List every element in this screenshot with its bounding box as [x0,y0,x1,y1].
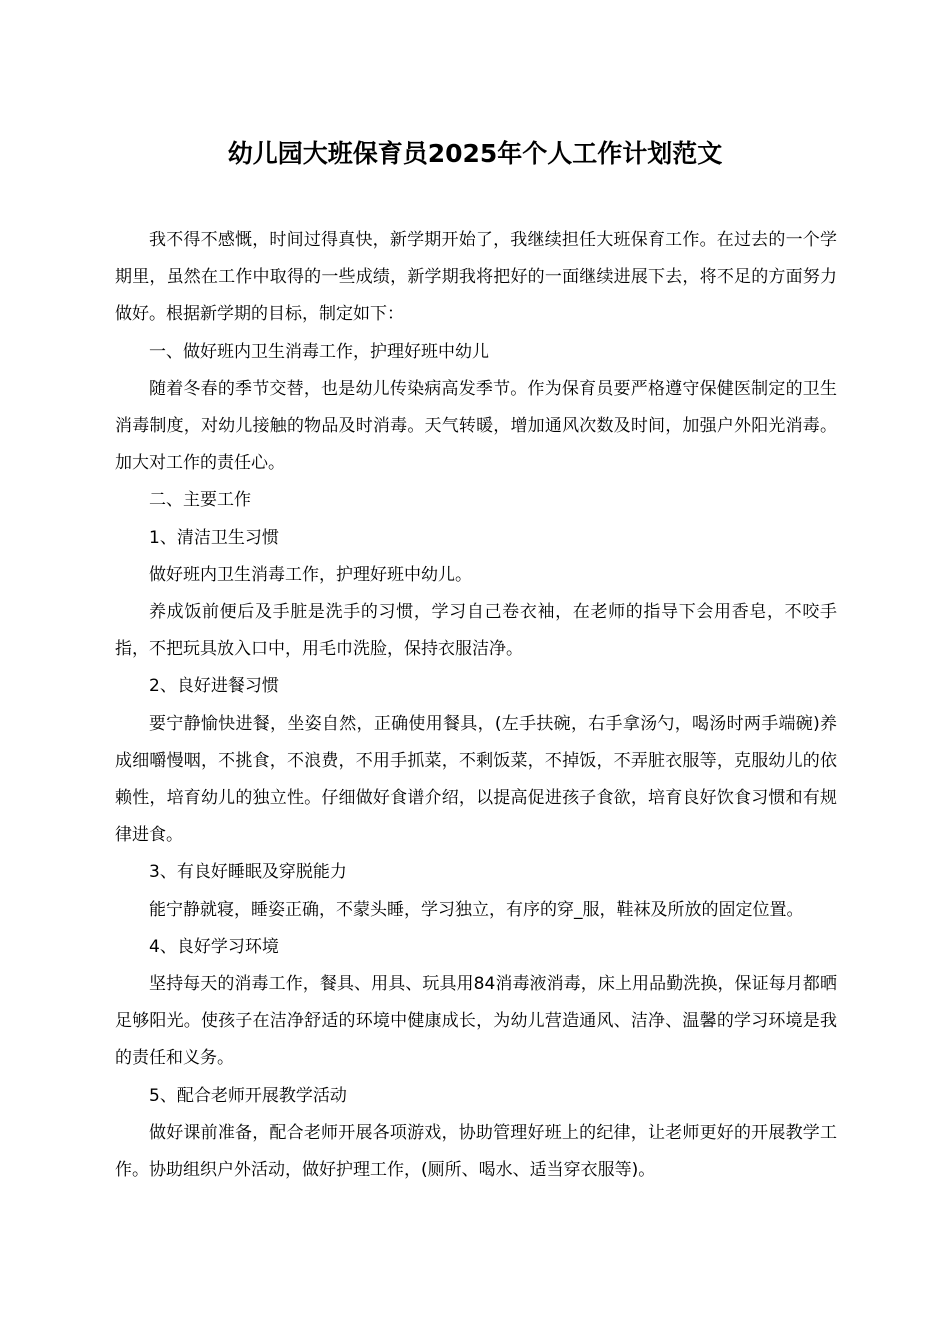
paragraph-class-hygiene: 做好班内卫生消毒工作，护理好班中幼儿。 [149,564,472,585]
document-body [115,222,837,1189]
paragraph-handwashing: 养成饭前便后及手脏是洗手的习惯，学习自己卷衣袖，在老师的指导下会用香皂，不咬手指，不把玩具放入口中，用毛巾洗脸，保持衣服洁净。 [115,602,837,660]
document-title: 幼儿园大班保育员2025年个人工作计划范文 [227,139,723,168]
paragraph-sleep: 能宁静就寝，睡姿正确，不蒙头睡，学习独立，有序的穿_服，鞋袜及所放的固定位置。 [149,899,804,920]
subheading-teaching-support: 5、配合老师开展教学活动 [149,1085,347,1106]
paragraph-teaching: 做好课前准备，配合老师开展各项游戏，协助管理好班上的纪律，让老师更好的开展教学工作。协助组织户外活动，做好护理工作，(厕所、喝水、适当穿衣服等)。 [115,1122,837,1181]
paragraph-eating: 要宁静愉快进餐，坐姿自然，正确使用餐具，(左手扶碗，右手拿汤勺，喝汤时两手端碗)养成细嚼慢咽，不挑食，不浪费，不用手抓菜，不剩饭菜，不掉饭，不弄脏衣服等，克服幼儿的依赖性，培育幼儿的独立性。仔细做好食谱介绍，以提高促进孩子食欲，培育良好饮食习惯和有规律进食。 [115,713,837,846]
subheading-cleanliness: 1、清洁卫生习惯 [149,527,279,548]
section-heading-hygiene: 一、做好班内卫生消毒工作，护理好班中幼儿 [149,341,489,362]
subheading-learning-environment: 4、良好学习环境 [149,936,279,957]
paragraph-season: 随着冬春的季节交替，也是幼儿传染病高发季节。作为保育员要严格遵守保健医制定的卫生消毒制度，对幼儿接触的物品及时消毒。天气转暖，增加通风次数及时间，加强户外阳光消毒。加大对工作的责任心。 [115,378,837,474]
subheading-sleep-dressing: 3、有良好睡眠及穿脱能力 [149,862,347,883]
paragraph-intro: 我不得不感慨，时间过得真快，新学期开始了，我继续担任大班保育工作。在过去的一个学期里，虽然在工作中取得的一些成绩，新学期我将把好的一面继续进展下去，将不足的方面努力做好。根据新学期的目标，制定如下： [115,230,837,325]
section-heading-main-work: 二、主要工作 [149,490,251,511]
subheading-eating-habits: 2、良好进餐习惯 [149,676,279,697]
paragraph-disinfection: 坚持每天的消毒工作，餐具、用具、玩具用84消毒液消毒，床上用品勤洗换，保证每月都晒足够阳光。使孩子在洁净舒适的环境中健康成长，为幼儿营造通风、洁净、温馨的学习环境是我的责任和义务。 [115,974,837,1069]
